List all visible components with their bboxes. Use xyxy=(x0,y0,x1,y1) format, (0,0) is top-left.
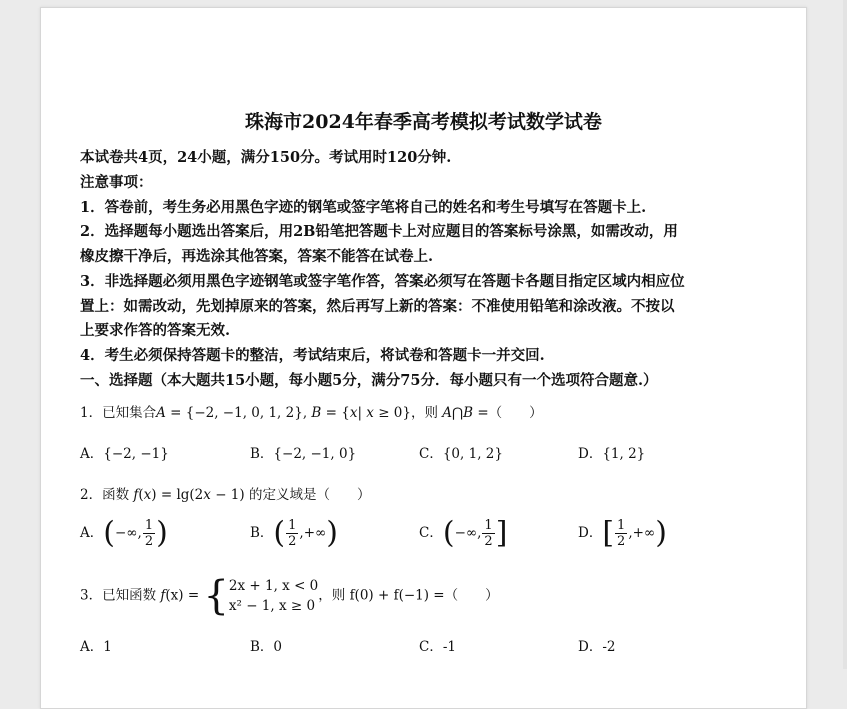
question-2: 2．函数 f(x) = lg(2x − 1) 的定义域是（ ） xyxy=(80,487,371,503)
q3-option-d: D．-2 xyxy=(578,639,616,655)
note-line: 2．选择题每小题选出答案后，用2B铅笔把答题卡上对应题目的答案标号涂黑，如需改动，用 xyxy=(80,223,678,240)
q3-option-c: C．-1 xyxy=(419,639,456,655)
q2-option-b: B．( $\frac{1}{2}$ ,+∞) xyxy=(250,515,338,551)
note-line: 1．答卷前，考生务必用黑色字迹的钢笔或签字笔将自己的姓名和考生号填写在答题卡上. xyxy=(80,199,647,216)
note-line: 橡皮擦干净后，再选涂其他答案，答案不能答在试卷上. xyxy=(80,248,434,265)
note-line: 上要求作答的答案无效. xyxy=(80,322,231,339)
note-line: 4．考生必须保持答题卡的整洁，考试结束后，将试卷和答题卡一并交回. xyxy=(80,347,545,364)
exam-intro: 本试卷共4页，24小题，满分150分。考试用时120分钟. xyxy=(80,149,452,166)
q2-option-a: A．(−∞, $\frac{1}{2}$ ) xyxy=(80,515,168,551)
question-3: 3．已知函数 f(x) = { 2x + 1, x < 0 x² − 1, x ≥ 0 ，则 f(0) + f(−1) =（ ） xyxy=(80,573,499,619)
q3-option-a: A．1 xyxy=(80,639,112,655)
q1-option-b: B．{−2, −1, 0} xyxy=(250,446,357,462)
q1-option-c: C．{0, 1, 2} xyxy=(419,446,503,462)
scrollbar-track[interactable] xyxy=(843,0,847,669)
note-line: 置上：如需改动，先划掉原来的答案，然后再写上新的答案：不准使用铅笔和涂改液。不按以 xyxy=(80,298,675,315)
q1-option-d: D．{1, 2} xyxy=(578,446,646,462)
section-heading: 一、选择题（本大题共15小题，每小题5分，满分75分．每小题只有一个选项符合题意.） xyxy=(80,372,658,389)
notes-heading: 注意事项： xyxy=(80,174,153,191)
q3-option-b: B．0 xyxy=(250,639,283,655)
page-title: 珠海市2024年春季高考模拟考试数学试卷 xyxy=(245,111,602,133)
note-line: 3．非选择题必须用黑色字迹钢笔或签字笔作答，答案必须写在答题卡各题目指定区域内相应位 xyxy=(80,273,685,290)
q2-option-c: C．(−∞, $\frac{1}{2}$ ] xyxy=(419,515,508,551)
question-1: 1．已知集合A = {−2, −1, 0, 1, 2}, B = {x| x ≥ 0}，则 A⋂B =（ ） xyxy=(80,405,543,421)
q1-option-a: A．{−2, −1} xyxy=(80,446,169,462)
document-page xyxy=(40,7,807,709)
q2-option-d: D．[ $\frac{1}{2}$ ,+∞) xyxy=(578,515,667,551)
